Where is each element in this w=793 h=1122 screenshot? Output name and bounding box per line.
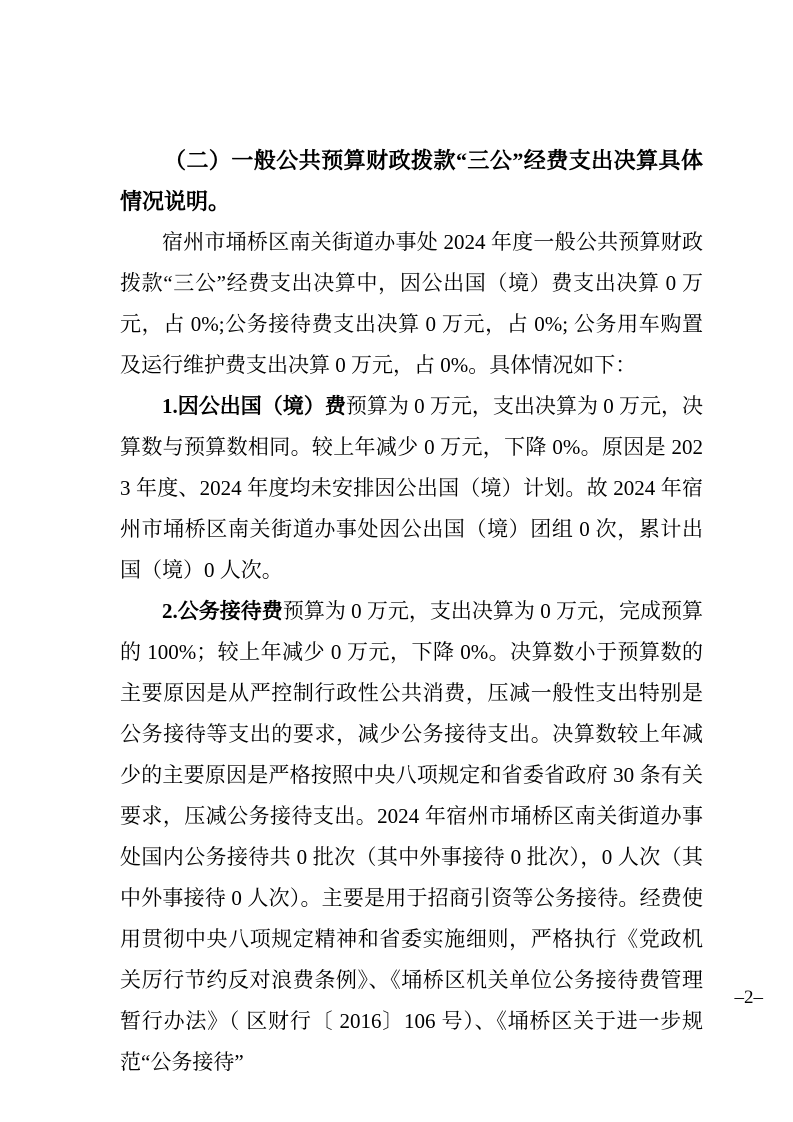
paragraph-lead: 1.因公出国（境）费 — [162, 394, 346, 418]
paragraph — [120, 222, 703, 386]
paragraph-lead: 2.公务接待费 — [162, 599, 283, 623]
page-number: –2– — [734, 987, 763, 1008]
paragraph-text: 预算为 0 万元，支出决算为 0 万元，决算数与预算数相同。较上年减少 0 万元，下降 0%。原因是 2023 年度、2024 年度均未安排因公出国（境）计划。故 2024 年宿州市埇桥区南关街道办事处因公出国（境）团组 0 次，累计出国（境）0 人次。 — [120, 394, 704, 582]
paragraph-text: 宿州市埇桥区南关街道办事处 2024 年度一般公共预算财政拨款“三公”经费支出决算中，因公出国（境）费支出决算 0 万元，占 0%;公务接待费支出决算 0 万元，占 0%; 公务用车购置及运行维护费支出决算 0 万元，占 0%。具体情况如下： — [120, 230, 703, 377]
paragraph — [120, 386, 703, 591]
section-heading: （二）一般公共预算财政拨款“三公”经费支出决算具体情况说明。 — [120, 148, 703, 214]
paragraph-text: 预算为 0 万元，支出决算为 0 万元，完成预算的 100%；较上年减少 0 万元，下降 0%。决算数小于预算数的主要原因是从严控制行政性公共消费，压减一般性支出特别是公务接待等支出的要求，减少公务接待支出。决算数较上年减少的主要原因是严格按照中央八项规定和省委省政府 30 条有关要求，压减公务接待支出。2024 年宿州市埇桥区南关街道办事处国内公务接待共 0 批次（其中外事接待 0 批次），0 人次（其中外事接待 0 人次）。主要是用于招商引资等公务接待。经费使用贯彻中央八项规定精神和省委实施细则，严格执行《党政机关厉行节约反对浪费条例》、《埇桥区机关单位公务接待费管理暂行办法》（ 区财行〔 2016〕106 号）、《埇桥区关于进一步规范“公务接待” — [120, 599, 704, 1074]
paragraph — [120, 591, 703, 1083]
